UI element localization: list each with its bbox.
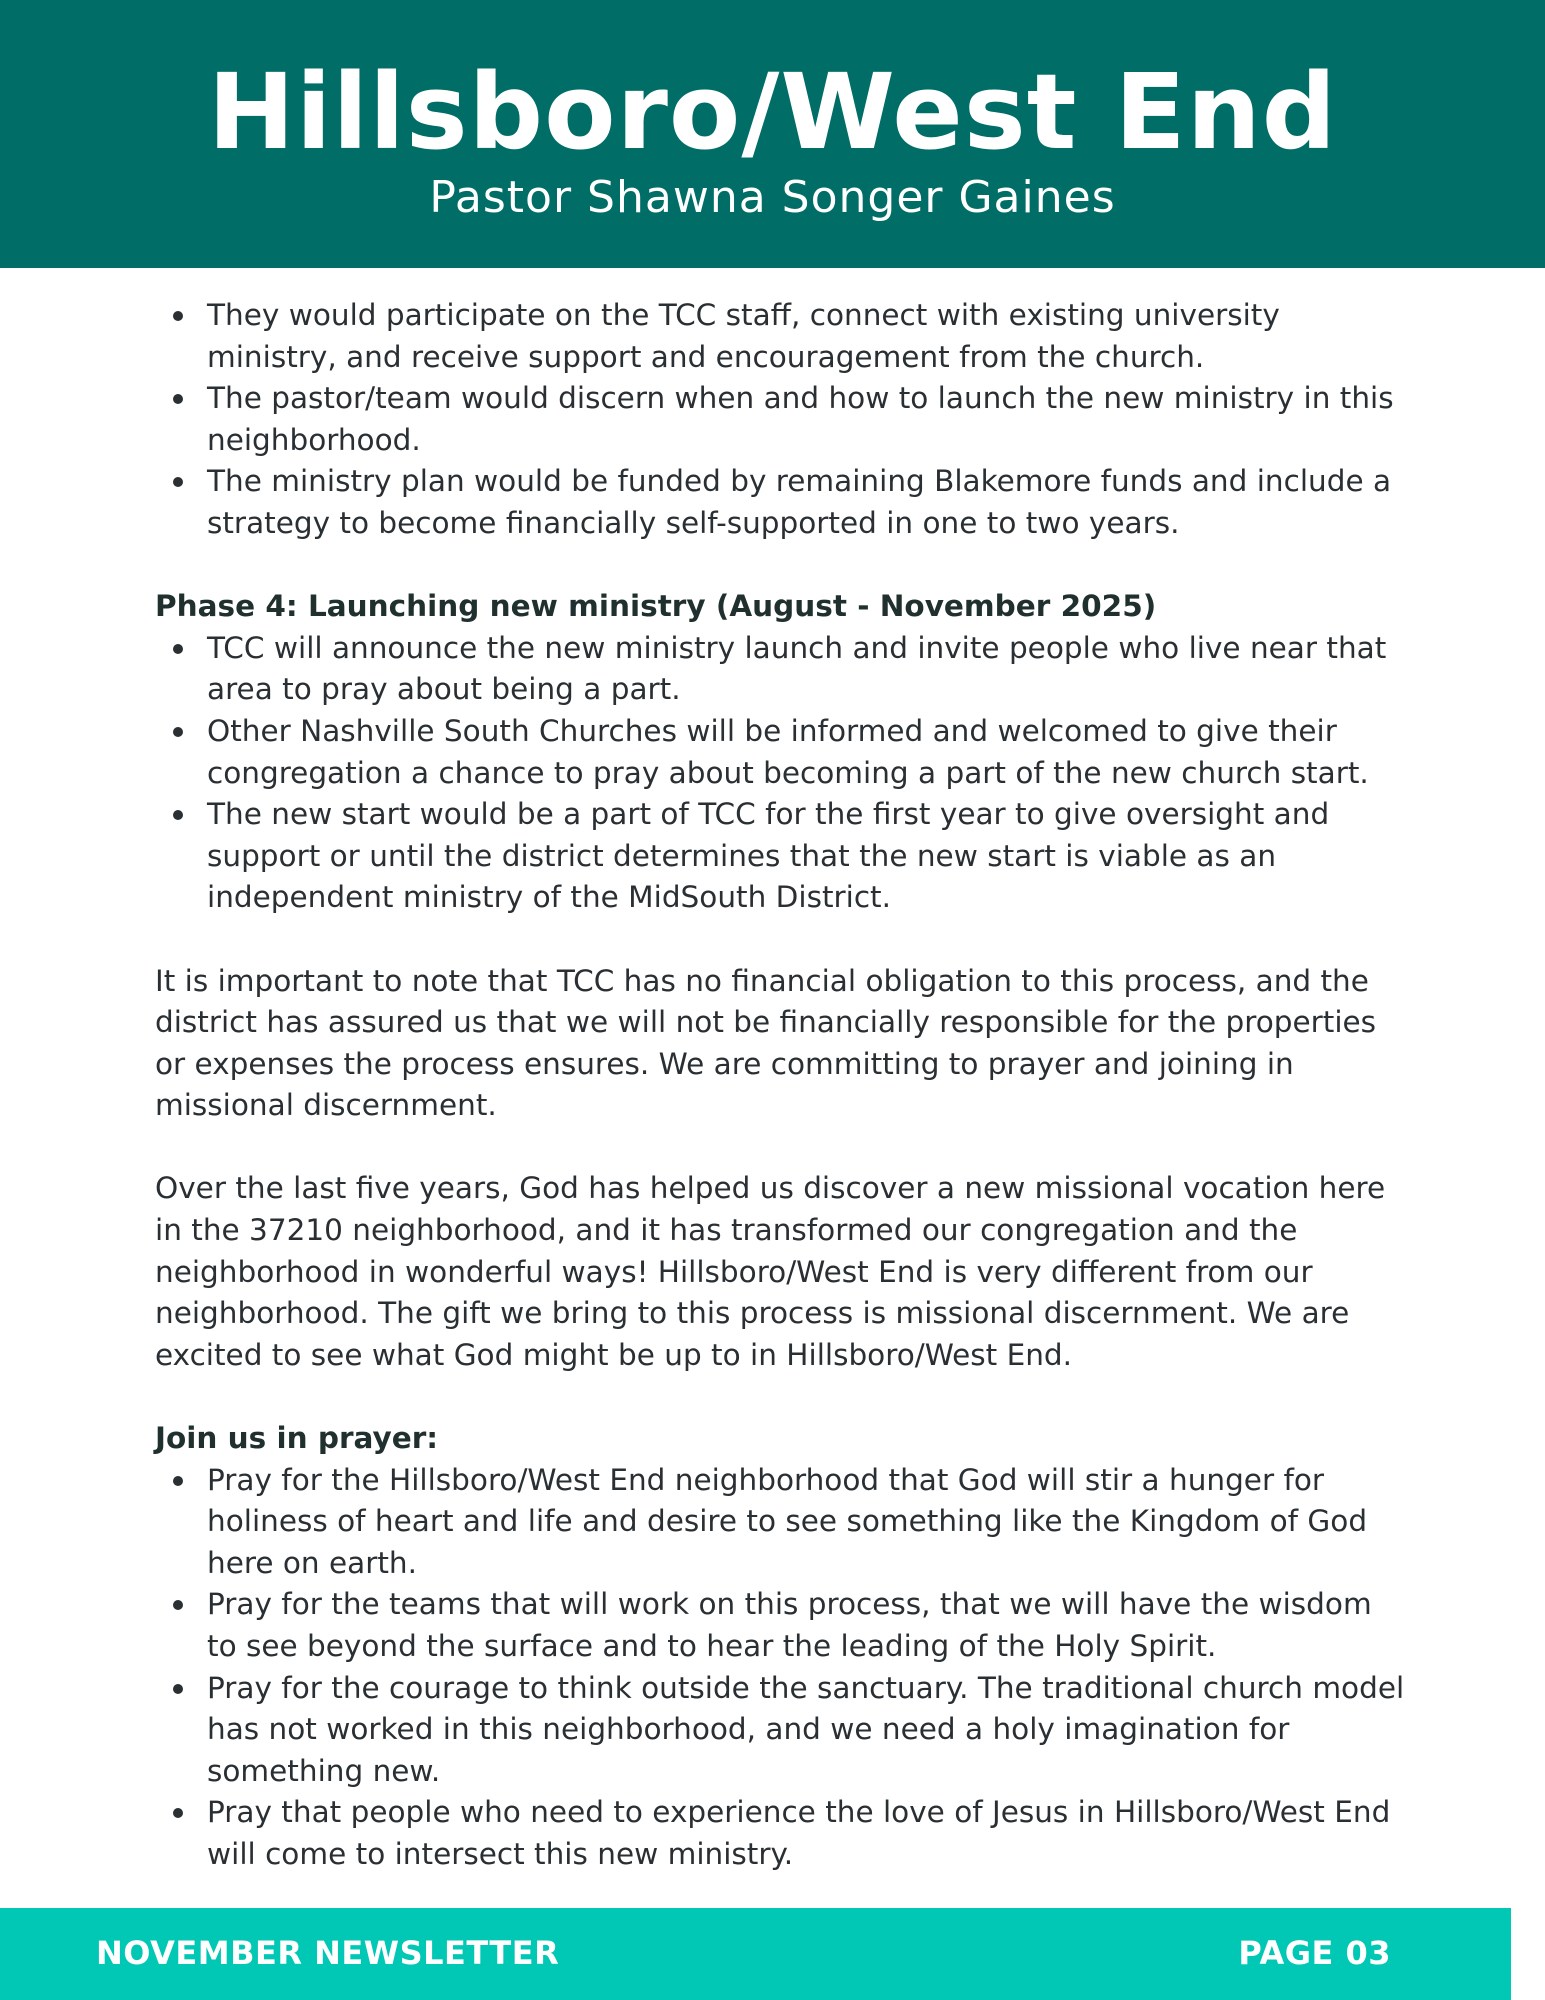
list-item: They would participate on the TCC staff, connect with existing university ministry, and receive support and encouragement from the church. bbox=[155, 295, 1405, 378]
list-item: Pray for the teams that will work on this process, that we will have the wisdom to see beyond the surface and to hear the leading of the Holy Spirit. bbox=[155, 1584, 1405, 1667]
newsletter-label: NOVEMBER NEWSLETTER bbox=[96, 1934, 560, 1972]
list-item: The pastor/team would discern when and how to launch the new ministry in this neighborhood. bbox=[155, 378, 1405, 461]
page-footer bbox=[0, 1908, 1511, 2000]
page-title: Hillsboro/West End bbox=[207, 51, 1338, 173]
page-number: PAGE 03 bbox=[1238, 1934, 1391, 1972]
article-body bbox=[155, 295, 1405, 1876]
list-item: Pray that people who need to experience the love of Jesus in Hillsboro/West End will come to intersect this new ministry. bbox=[155, 1792, 1405, 1875]
paragraph-vocation: Over the last five years, God has helped us discover a new missional vocation here in the 37210 neighborhood, and it has transformed our congregation and the neighborhood in wonderful ways! Hillsboro/West End is very different from our neighborhood. The gift we bring to this process is missional discernment. We are excited to see what God might be up to in Hillsboro/West End. bbox=[155, 1171, 1386, 1372]
list-item: The ministry plan would be funded by remaining Blakemore funds and include a strategy to become financially self-supported in one to two years. bbox=[155, 461, 1405, 544]
list-item: The new start would be a part of TCC for the first year to give oversight and support or until the district determines that the new start is viable as an independent ministry of the MidSouth District. bbox=[155, 794, 1405, 919]
list-item: TCC will announce the new ministry launch and invite people who live near that area to pray about being a part. bbox=[155, 628, 1405, 711]
list-item: Other Nashville South Churches will be informed and welcomed to give their congregation a chance to pray about becoming a part of the new church start. bbox=[155, 711, 1405, 794]
page-header bbox=[0, 0, 1545, 268]
prayer-list bbox=[155, 1460, 1405, 1876]
list-item: Pray for the courage to think outside the sanctuary. The traditional church model has not worked in this neighborhood, and we need a holy imagination for something new. bbox=[155, 1668, 1405, 1793]
phase4-list bbox=[155, 628, 1405, 919]
intro-list bbox=[155, 295, 1405, 545]
page-subtitle: Pastor Shawna Songer Gaines bbox=[429, 172, 1116, 223]
paragraph-financial: It is important to note that TCC has no financial obligation to this process, and the district has assured us that we will not be financially responsible for the properties or expenses the process ensures. We are committing to prayer and joining in missional discernment. bbox=[155, 963, 1377, 1123]
phase4-heading: Phase 4: Launching new ministry (August - November 2025) bbox=[155, 589, 1157, 624]
prayer-heading: Join us in prayer: bbox=[155, 1421, 439, 1456]
list-item: Pray for the Hillsboro/West End neighborhood that God will stir a hunger for holiness of heart and life and desire to see something like the Kingdom of God here on earth. bbox=[155, 1460, 1405, 1585]
